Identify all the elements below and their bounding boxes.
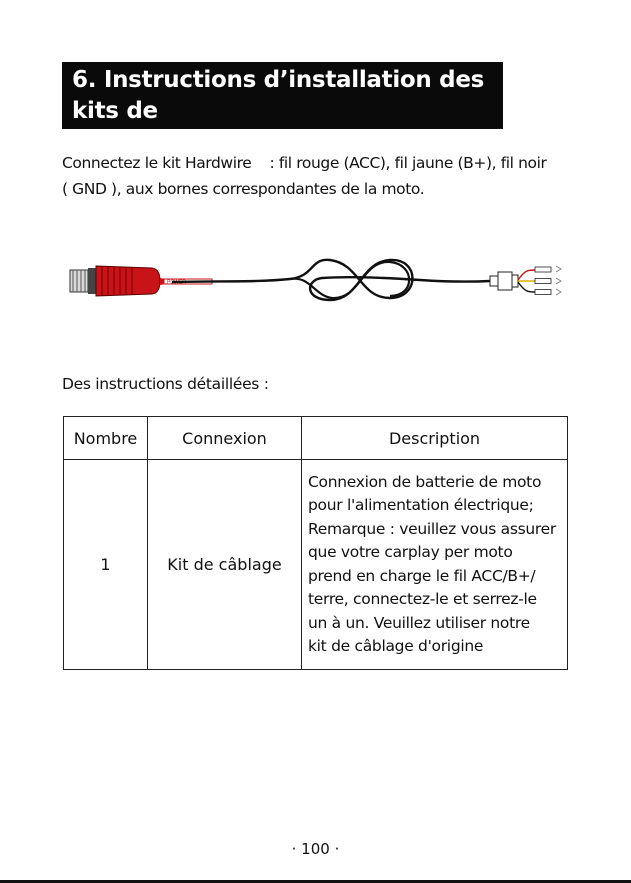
description-line: Connexion de batterie de moto <box>308 472 542 491</box>
header-connection: Connexion <box>148 417 302 460</box>
description-line: pour l'alimentation électrique; <box>308 496 534 514</box>
intro-line-1: Connectez le kit Hardwire : fil rouge (ACC), fil jaune (B+), fil noir <box>62 154 547 172</box>
red-sleeve <box>96 266 172 296</box>
description-line: terre, connectez-le et serrez-le <box>308 590 537 608</box>
cell-connection: Kit de câblage <box>148 460 302 670</box>
intro-line-2: ( GND ), aux bornes correspondantes de la moto. <box>62 180 425 198</box>
description-line: que votre carplay per moto <box>308 543 513 561</box>
section-title-line-2: câblage <box>72 129 171 155</box>
description-line: prend en charge le fil ACC/B+/ <box>308 566 536 585</box>
fuse-holder <box>490 272 518 290</box>
table-header-row <box>64 417 568 460</box>
description-line: Remarque : veuillez vous assurer <box>308 519 556 538</box>
section-title <box>62 62 503 155</box>
details-heading: Des instructions détaillées : <box>62 375 269 393</box>
instructions-table <box>63 416 568 670</box>
description-line: kit de câblage d'origine <box>308 637 484 655</box>
cable-wire <box>172 260 490 300</box>
table-row <box>64 460 568 670</box>
hardwire-kit-illustration <box>60 248 575 318</box>
header-number: Nombre <box>64 417 148 460</box>
page-number: · 100 · <box>291 840 340 858</box>
cell-description <box>302 460 568 670</box>
power-label-text: POWER <box>167 279 186 286</box>
section-title-line-1: 6. Instructions d’installation des kits de <box>72 67 485 124</box>
intro-paragraph <box>62 150 582 202</box>
description-line: un à un. Veuillez utiliser notre <box>308 613 530 632</box>
wire-terminals <box>518 266 561 295</box>
header-description: Description <box>302 417 568 460</box>
connector-plug <box>70 268 96 294</box>
cell-number: 1 <box>64 460 148 670</box>
